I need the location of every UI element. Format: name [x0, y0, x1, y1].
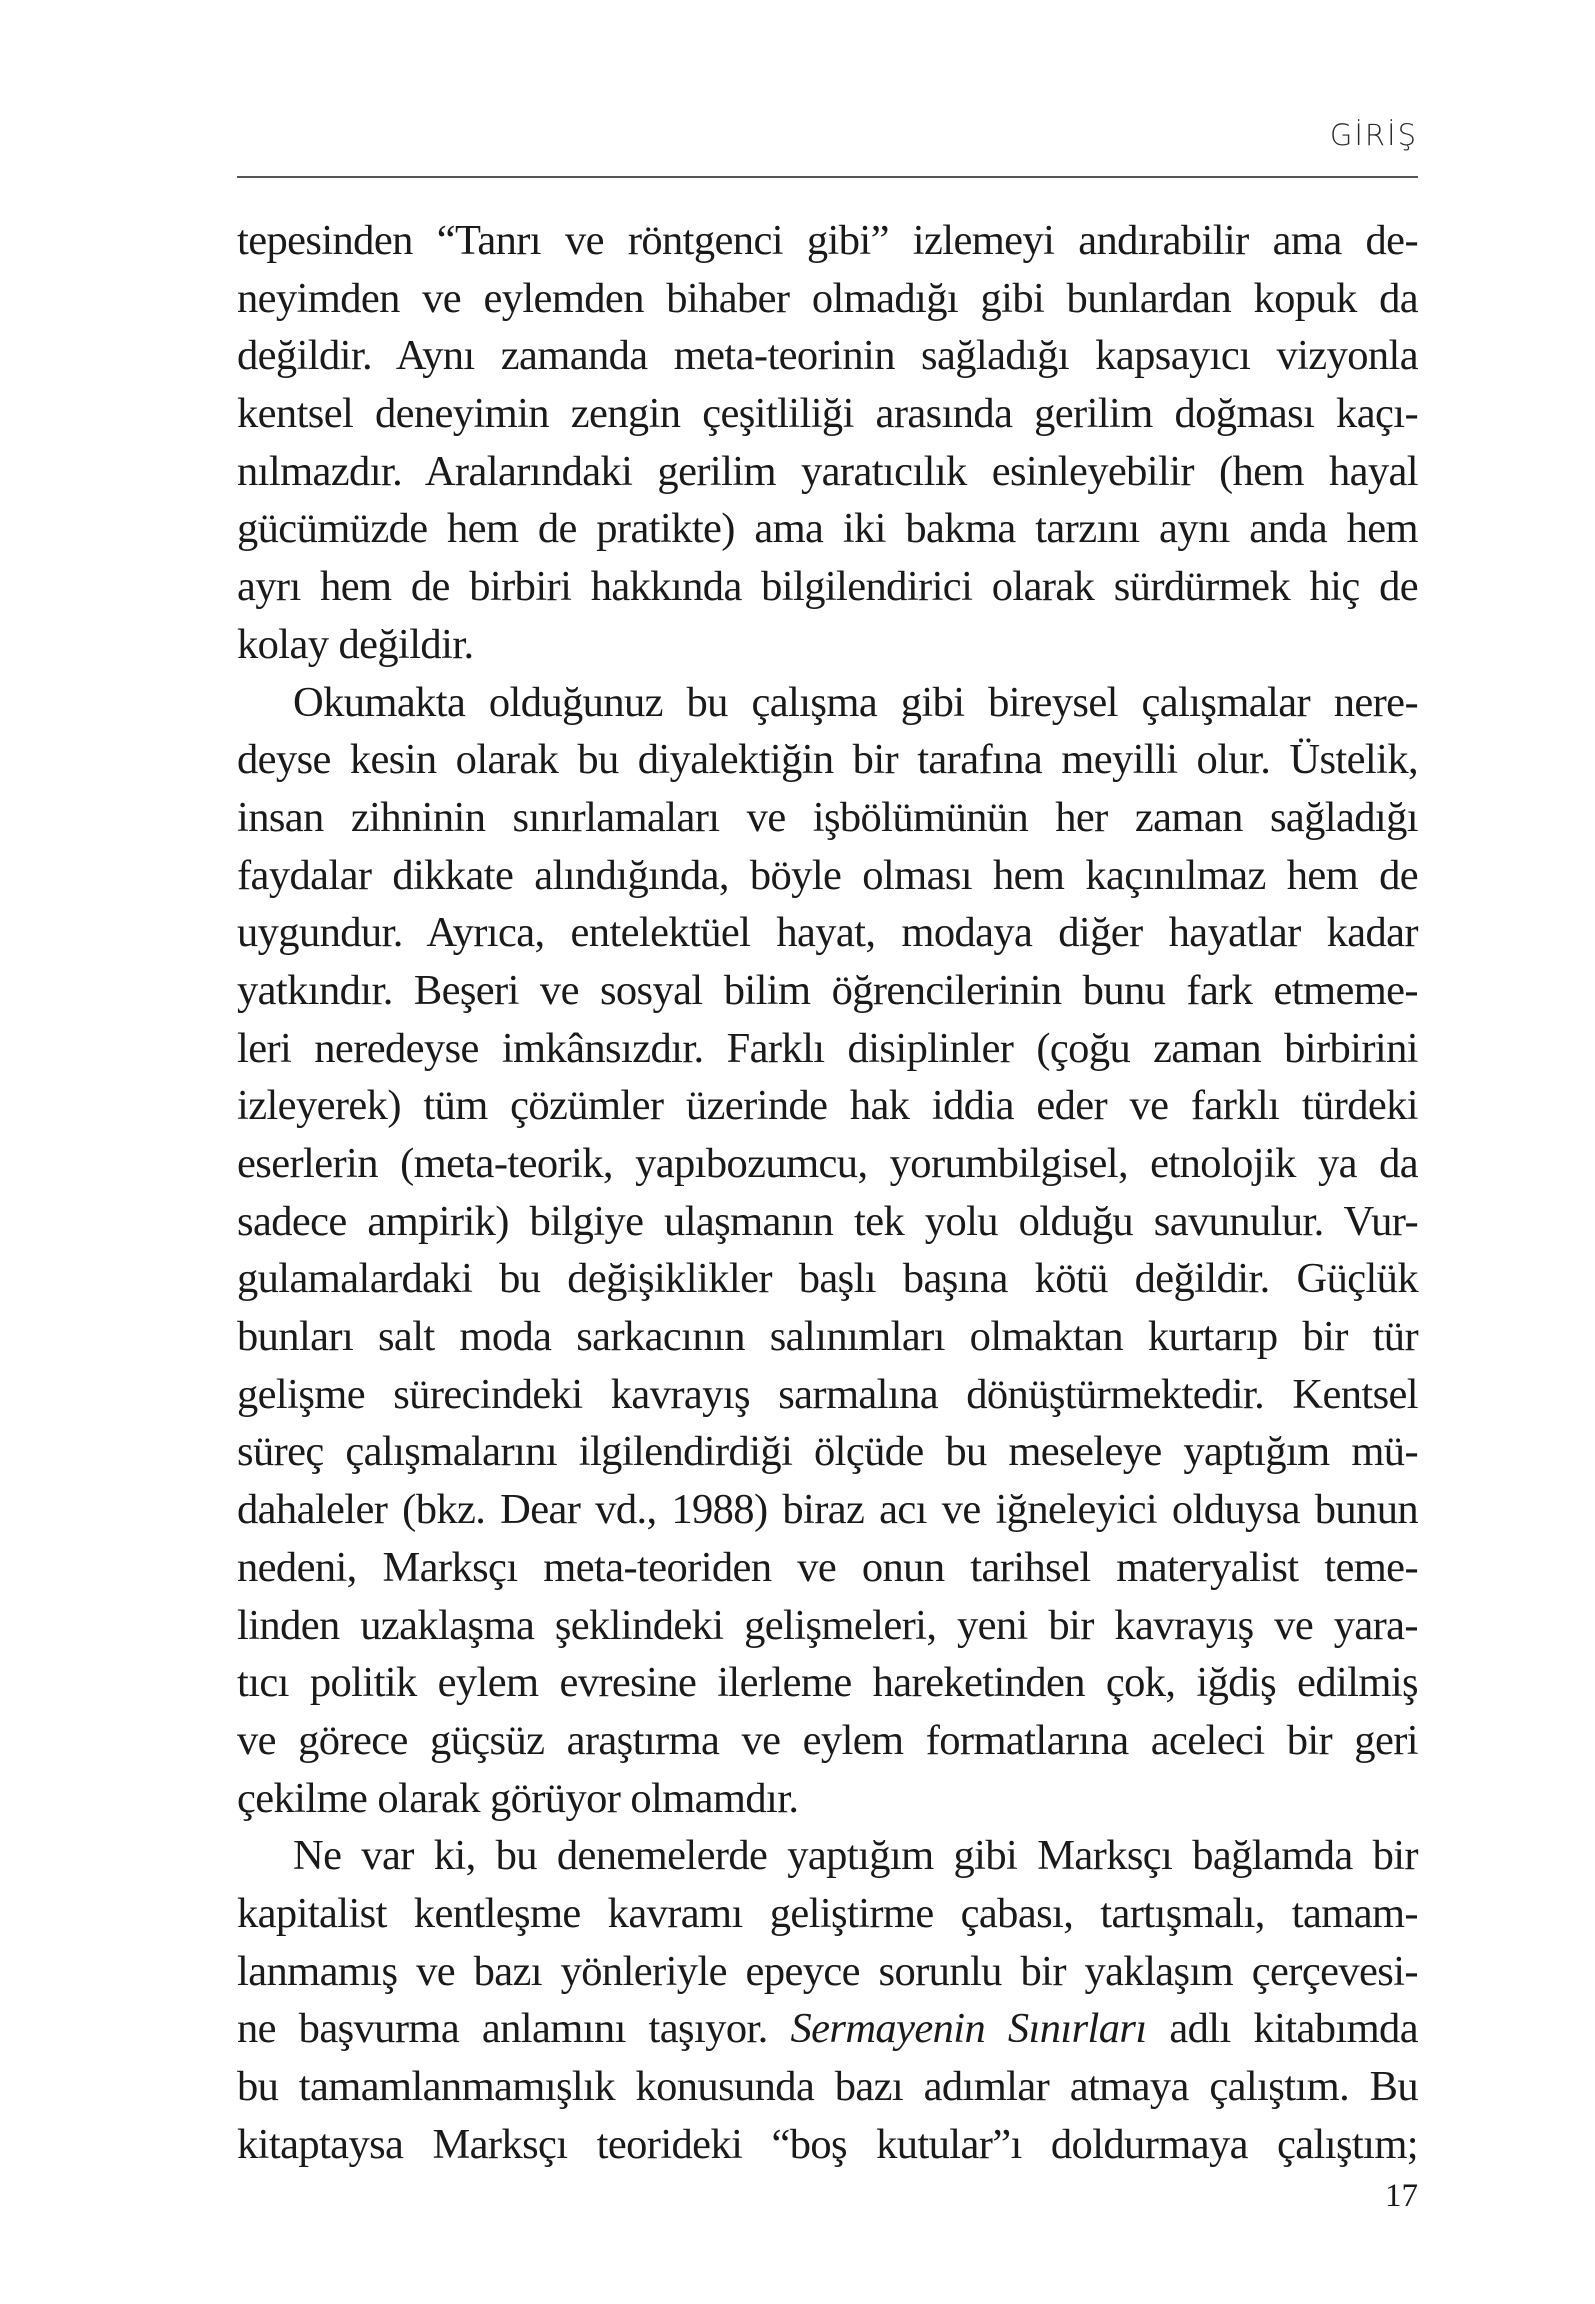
- text-line: değildir. Aynı zamanda meta-teorinin sağladığı kapsayıcı vizyonla: [237, 332, 1418, 380]
- text-line: kentsel deneyimin zengin çeşitliliği arasında gerilim doğması kaçı-: [237, 390, 1418, 438]
- text-line: kolay değildir.: [237, 620, 474, 668]
- text-line: ayrı hem de birbiri hakkında bilgilendirici olarak sürdürmek hiç de: [237, 563, 1418, 611]
- text-line: tepesinden “Tanrı ve röntgenci gibi” izlemeyi andırabilir ama de-: [237, 217, 1418, 264]
- text-line: deyse kesin olarak bu diyalektiğin bir tarafına meyilli olur. Üstelik,: [237, 736, 1418, 784]
- text-line: leri neredeyse imkânsızdır. Farklı disiplinler (çoğu zaman birbirini: [237, 1024, 1418, 1072]
- text-line: izleyerek) tüm çözümler üzerinde hak iddia eder ve farklı türdeki: [237, 1082, 1418, 1130]
- text-line: yatkındır. Beşeri ve sosyal bilim öğrencilerinin bunu fark etmeme-: [237, 966, 1418, 1014]
- text-line: neyimden ve eylemden bihaber olmadığı gibi bunlardan kopuk da: [237, 274, 1418, 322]
- text-line: Ne var ki, bu denemelerde yaptığım gibi Marksçı bağlamda bir: [293, 1832, 1418, 1880]
- text-line: eserlerin (meta-teorik, yapıbozumcu, yorumbilgisel, etnolojik ya da: [237, 1140, 1418, 1187]
- text-line: nedeni, Marksçı meta-teoriden ve onun tarihsel materyalist teme-: [237, 1543, 1418, 1591]
- book-title: Sermayenin Sınırları: [790, 2005, 1147, 2053]
- text-line: dahaleler (bkz. Dear vd., 1988) biraz acı ve iğneleyici olduysa bunun: [237, 1486, 1418, 1534]
- text-line: tıcı politik eylem evresine ilerleme hareketinden çok, iğdiş edilmiş: [237, 1659, 1418, 1707]
- header-rule: [237, 176, 1418, 178]
- text-line: insan zihninin sınırlamaları ve işbölümünün her zaman sağladığı: [237, 793, 1418, 841]
- text-line: süreç çalışmalarını ilgilendirdiği ölçüde bu meseleye yaptığım mü-: [237, 1428, 1418, 1476]
- text-run: adlı kitabımda: [1146, 2005, 1418, 2053]
- text-line: kitaptaysa Marksçı teorideki “boş kutular”ı doldurmaya çalıştım;: [237, 2120, 1418, 2168]
- text-line: çekilme olarak görüyor olmamdır.: [237, 1774, 799, 1822]
- text-line: linden uzaklaşma şeklindeki gelişmeleri, yeni bir kavrayış ve yara-: [237, 1601, 1418, 1649]
- paragraph: [237, 212, 1418, 674]
- body-text: [237, 212, 1418, 2173]
- text-line: gulamalardaki bu değişiklikler başlı başına kötü değildir. Güçlük: [237, 1255, 1418, 1303]
- text-line-with-book-title: [237, 2000, 1418, 2058]
- paragraph: [237, 674, 1418, 1828]
- text-run: ne başvurma anlamını taşıyor.: [237, 2005, 791, 2053]
- page-number: 17: [1385, 2178, 1418, 2214]
- running-head: GİRİŞ: [1329, 118, 1418, 152]
- text-line: ve görece güçsüz araştırma ve eylem formatlarına aceleci bir geri: [237, 1716, 1418, 1764]
- paragraph: [237, 1827, 1418, 2173]
- text-line: gücümüzde hem de pratikte) ama iki bakma tarzını aynı anda hem: [237, 505, 1418, 553]
- text-line: gelişme sürecindeki kavrayış sarmalına dönüştürmektedir. Kentsel: [237, 1370, 1418, 1418]
- text-line: uygundur. Ayrıca, entelektüel hayat, modaya diğer hayatlar kadar: [237, 909, 1418, 957]
- text-line: nılmazdır. Aralarındaki gerilim yaratıcılık esinleyebilir (hem hayal: [237, 447, 1418, 495]
- text-line: kapitalist kentleşme kavramı geliştirme çabası, tartışmalı, tamam-: [237, 1889, 1418, 1937]
- text-line: bu tamamlanmamışlık konusunda bazı adımlar atmaya çalıştım. Bu: [237, 2063, 1418, 2110]
- text-line: Okumakta olduğunuz bu çalışma gibi bireysel çalışmalar nere-: [293, 678, 1418, 726]
- text-line: lanmamış ve bazı yönleriyle epeyce sorunlu bir yaklaşım çerçevesi-: [237, 1947, 1418, 1995]
- text-line: sadece ampirik) bilgiye ulaşmanın tek yolu olduğu savunulur. Vur-: [237, 1197, 1418, 1245]
- text-line: faydalar dikkate alındığında, böyle olması hem kaçınılmaz hem de: [237, 851, 1418, 899]
- text-line: bunları salt moda sarkacının salınımları olmaktan kurtarıp bir tür: [237, 1313, 1418, 1361]
